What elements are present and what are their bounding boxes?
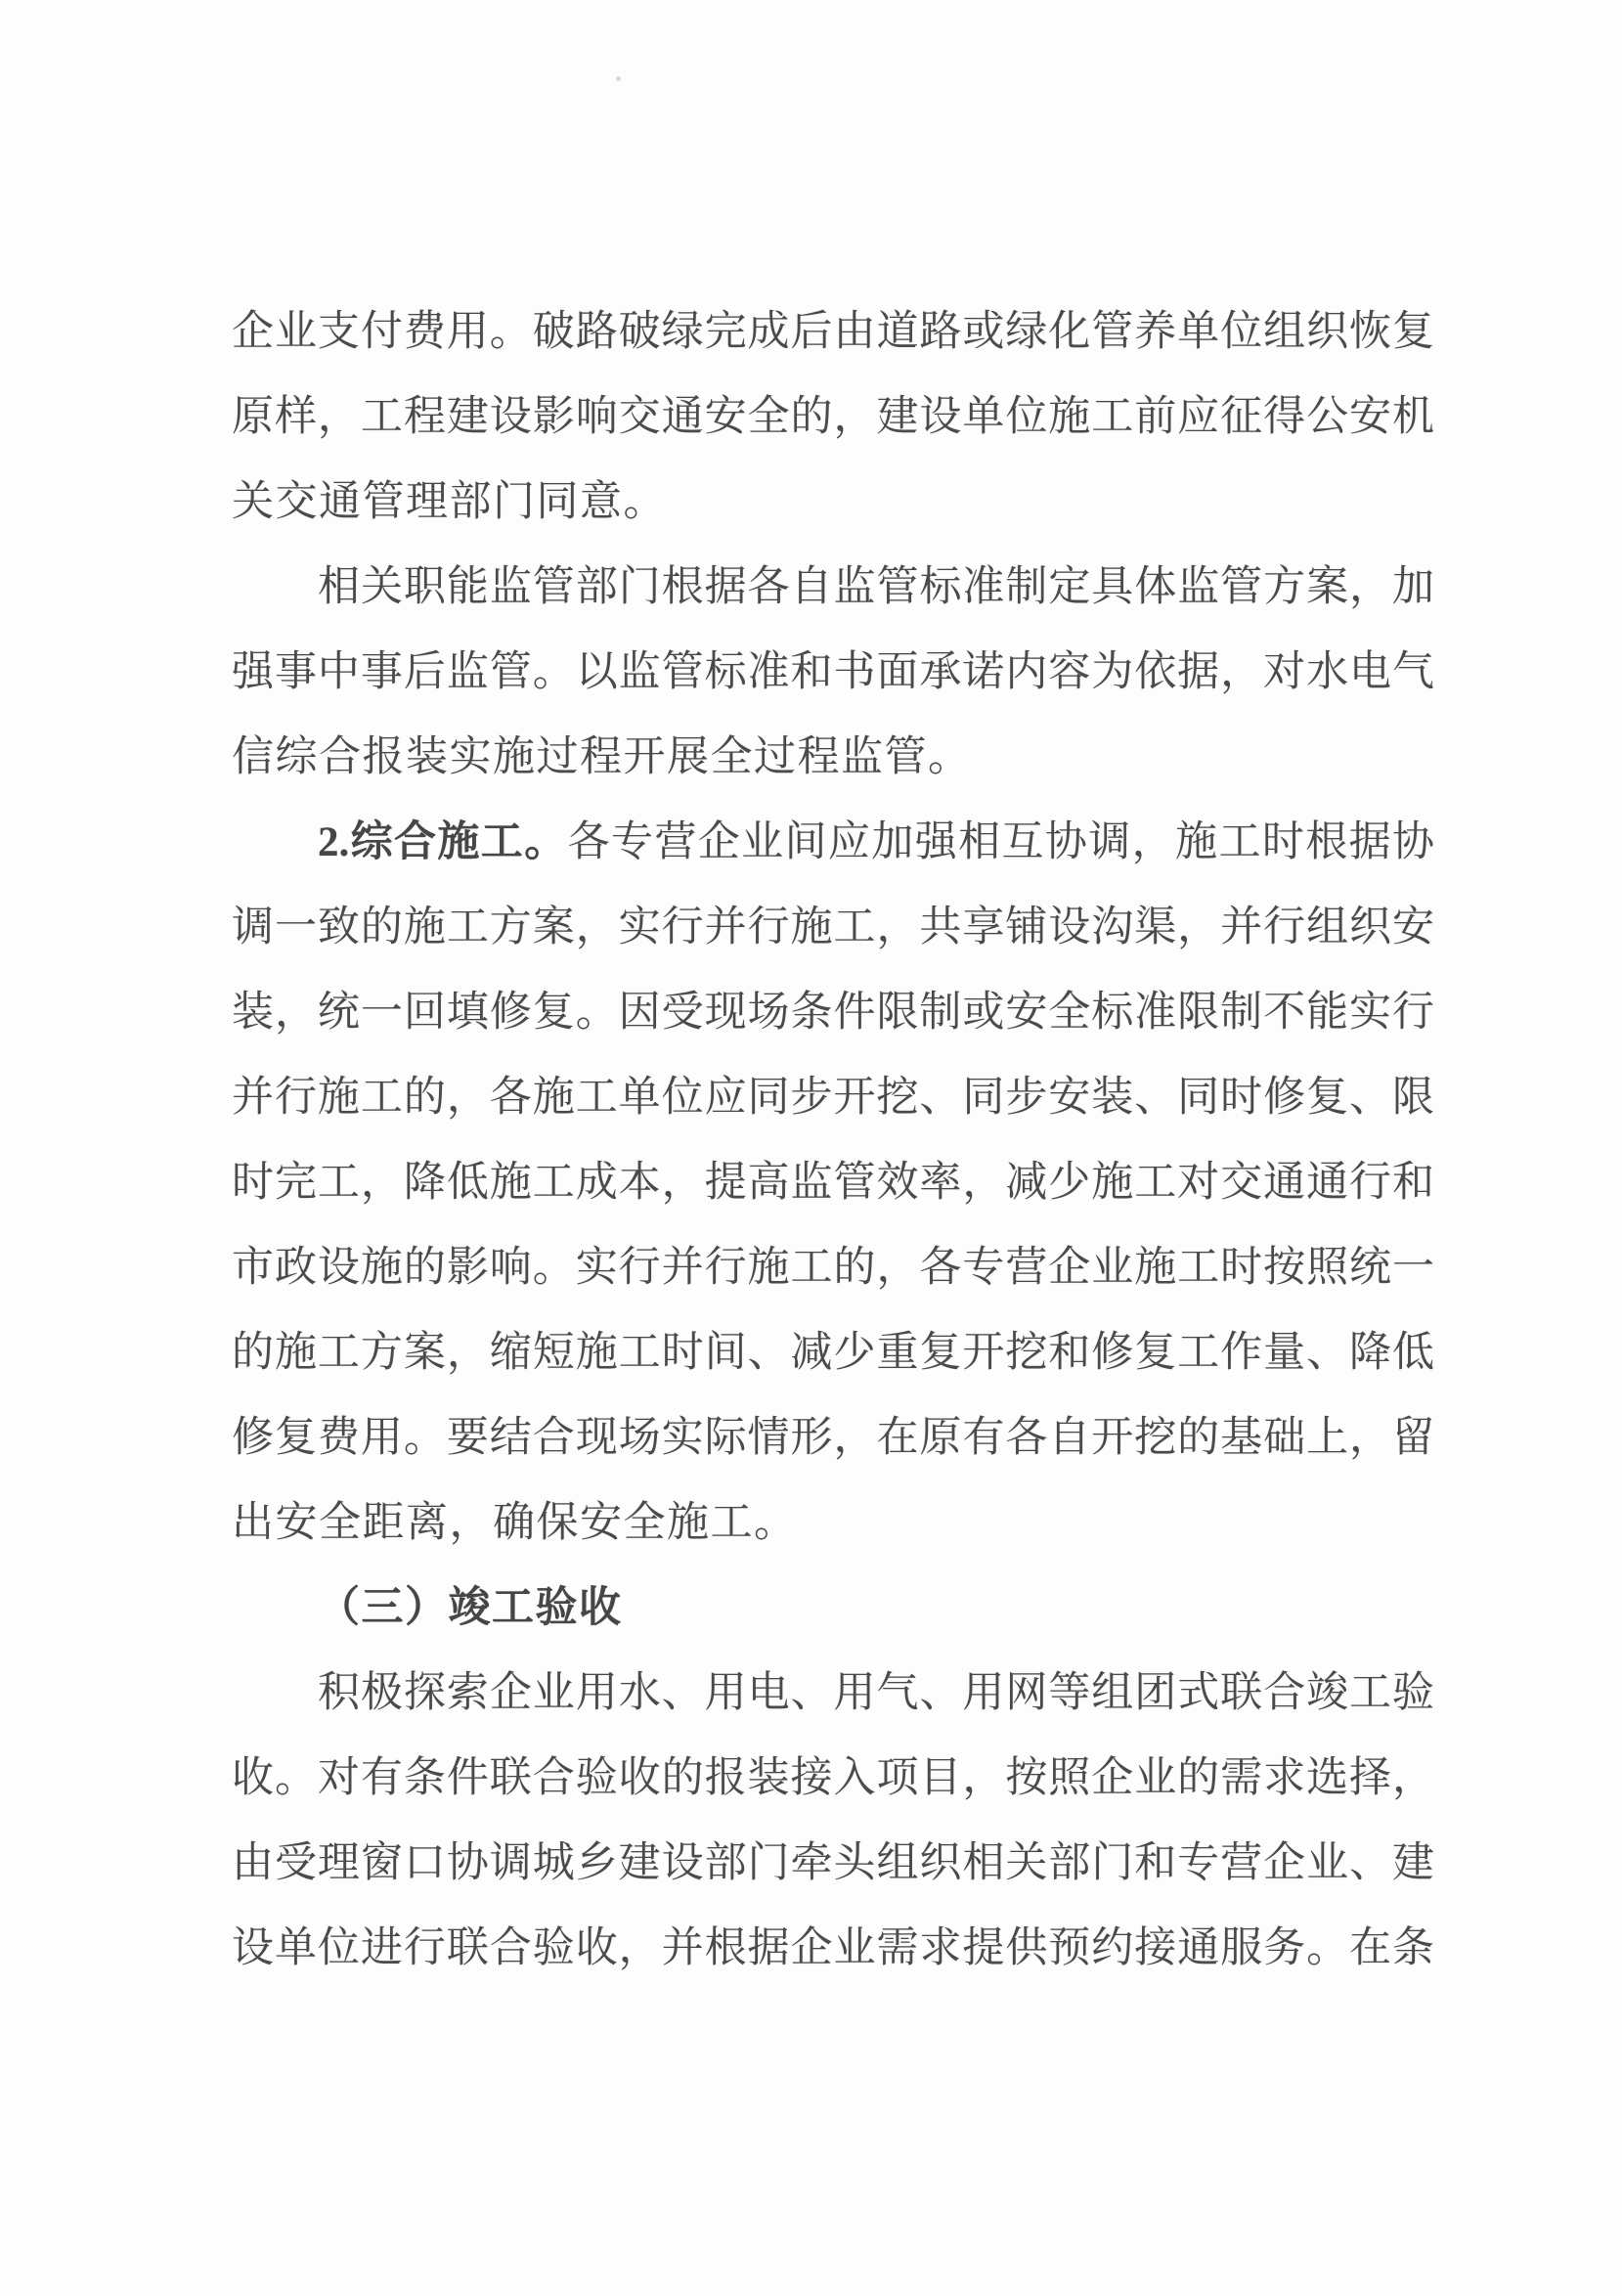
text-line: 修复费用。要结合现场实际情形，在原有各自开挖的基础上，留 (232, 1415, 1434, 1461)
text-line: 积极探索企业用水、用电、用气、用网等组团式联合竣工验 (318, 1670, 1434, 1716)
numbered-item-lead: 2.综合施工。 (318, 819, 568, 865)
text-line: 调一致的施工方案，实行并行施工，共享铺设沟渠，并行组织安 (232, 905, 1434, 950)
text-line: 并行施工的，各施工单位应同步开挖、同步安装、同时修复、限 (232, 1075, 1434, 1121)
text-line: 出安全距离，确保安全施工。 (232, 1500, 798, 1546)
text-line: 由受理窗口协调城乡建设部门牵头组织相关部门和专营企业、建 (232, 1840, 1434, 1886)
text-line: 的施工方案，缩短施工时间、减少重复开挖和修复工作量、降低 (232, 1330, 1434, 1376)
text-line (232, 800, 1434, 885)
text-line: 原样，工程建设影响交通安全的，建设单位施工前应征得公安机 (232, 394, 1434, 440)
text-line: 收。对有条件联合验收的报装接入项目，按照企业的需求选择， (232, 1755, 1434, 1801)
text-segment: 各专营企业间应加强相互协调，施工时根据协 (567, 819, 1435, 865)
text-line: 关交通管理部门同意。 (232, 479, 667, 525)
text-line: 装，统一回填修复。因受现场条件限制或安全标准限制不能实行 (232, 990, 1434, 1036)
scan-speck-artifact (616, 76, 621, 81)
document-body (232, 289, 1434, 1991)
section-heading: （三）竣工验收 (318, 1585, 623, 1631)
text-line: 相关职能监管部门根据各自监管标准制定具体监管方案，加 (318, 564, 1434, 610)
text-line: 信综合报装实施过程开展全过程监管。 (232, 734, 972, 780)
text-line: 企业支付费用。破路破绿完成后由道路或绿化管养单位组织恢复 (232, 309, 1434, 355)
text-line: 市政设施的影响。实行并行施工的，各专营企业施工时按照统一 (232, 1245, 1434, 1291)
text-line: 时完工，降低施工成本，提高监管效率，减少施工对交通通行和 (232, 1160, 1434, 1206)
text-line: 设单位进行联合验收，并根据企业需求提供预约接通服务。在条 (232, 1925, 1434, 1971)
text-line: 强事中事后监管。以监管标准和书面承诺内容为依据，对水电气 (232, 649, 1434, 695)
